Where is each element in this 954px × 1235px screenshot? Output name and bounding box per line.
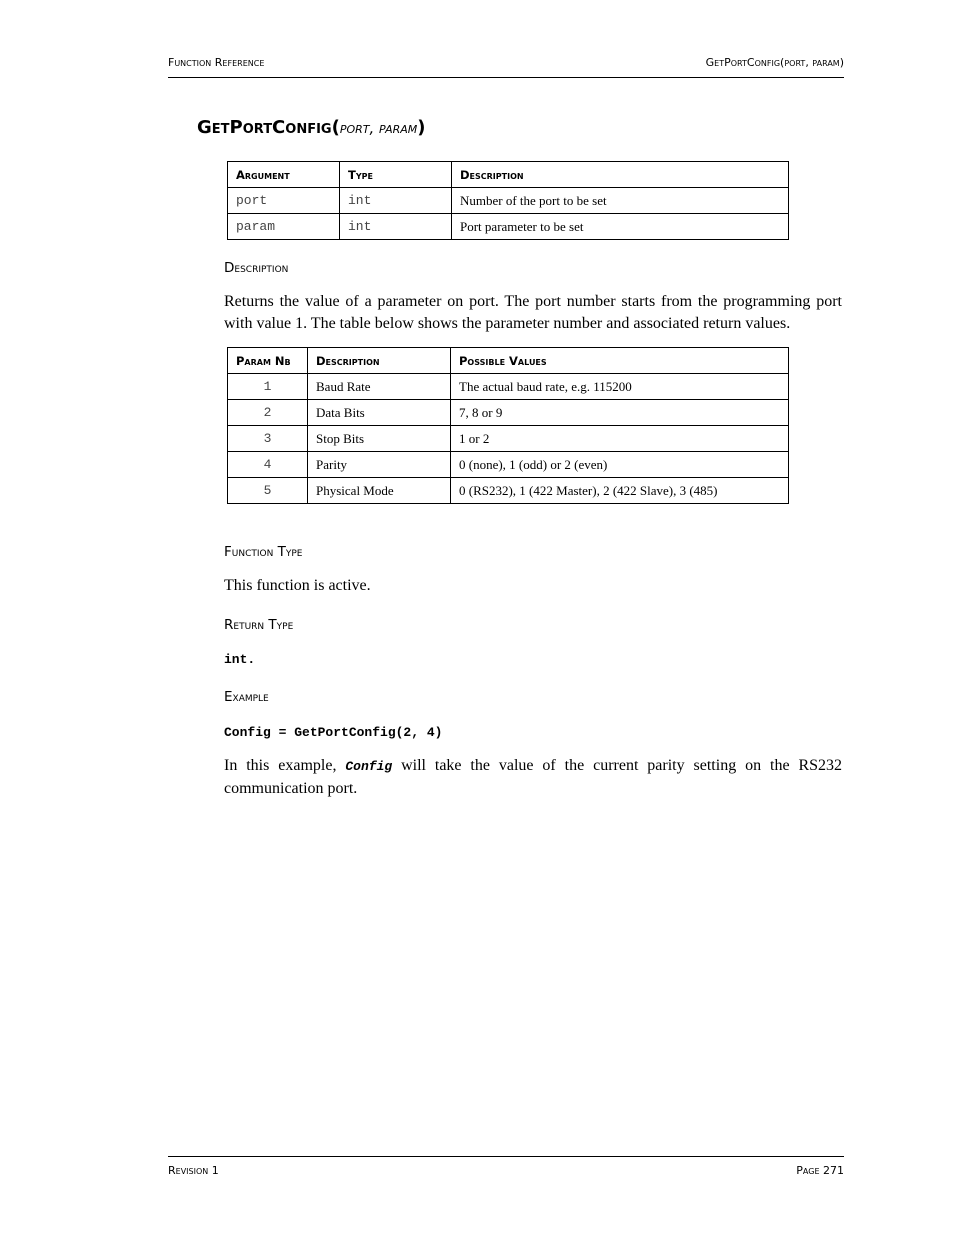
table-row [228,214,789,240]
example-inline-code: Config [345,759,393,774]
title-name: GetPortConfig( [197,117,340,138]
param-description: Data Bits [308,400,451,426]
argument-name: param [228,214,340,240]
table-row [228,188,789,214]
argument-type: int [340,188,452,214]
table-row [228,400,789,426]
param-values: 0 (none), 1 (odd) or 2 (even) [451,452,789,478]
table-row [228,426,789,452]
column-header: Type [340,162,452,188]
return-type-heading: Return Type [224,617,294,633]
arguments-table [227,161,789,240]
footer-right: Page 271 [796,1164,844,1177]
param-values: The actual baud rate, e.g. 115200 [451,374,789,400]
param-description: Stop Bits [308,426,451,452]
column-header: Possible Values [451,348,789,374]
header-right: GetPortConfig(port, param) [705,56,844,69]
return-type-text: int. [224,652,256,667]
param-description: Physical Mode [308,478,451,504]
page-footer [168,1156,844,1177]
param-number: 4 [228,452,308,478]
description-text: Returns the value of a parameter on port. The port number starts from the programming port with value 1. The table below shows the parameter number and associated return values. [224,293,842,332]
argument-type: int [340,214,452,240]
footer-left: Revision 1 [168,1164,219,1177]
column-header: Argument [228,162,340,188]
column-header: Param Nb [228,348,308,374]
param-values: 7, 8 or 9 [451,400,789,426]
example-code: Config = GetPortConfig(2, 4) [224,725,443,740]
function-type-text: This function is active. [224,577,371,594]
table-header-row [228,162,789,188]
page-title [197,117,426,138]
param-number: 1 [228,374,308,400]
argument-description: Port parameter to be set [452,214,789,240]
column-header: Description [452,162,789,188]
example-text-before: In this example, [224,757,337,774]
example-text [224,755,842,800]
argument-description: Number of the port to be set [452,188,789,214]
table-row [228,478,789,504]
example-text-after: will take the value of the current parity setting on the RS232 communication port. [224,757,843,797]
table-row [228,452,789,478]
table-header-row [228,348,789,374]
header-left: Function Reference [168,56,265,69]
param-number: 5 [228,478,308,504]
param-description: Baud Rate [308,374,451,400]
argument-name: port [228,188,340,214]
description-heading: Description [224,260,289,276]
title-args: port, param [339,119,418,137]
param-number: 3 [228,426,308,452]
param-values: 0 (RS232), 1 (422 Master), 2 (422 Slave), 3 (485) [451,478,789,504]
params-table [227,347,789,504]
example-heading: Example [224,689,269,705]
table-row [228,374,789,400]
param-number: 2 [228,400,308,426]
title-close: ) [417,117,426,138]
param-values: 1 or 2 [451,426,789,452]
function-type-heading: Function Type [224,544,303,560]
param-description: Parity [308,452,451,478]
page-header [168,56,844,78]
column-header: Description [308,348,451,374]
